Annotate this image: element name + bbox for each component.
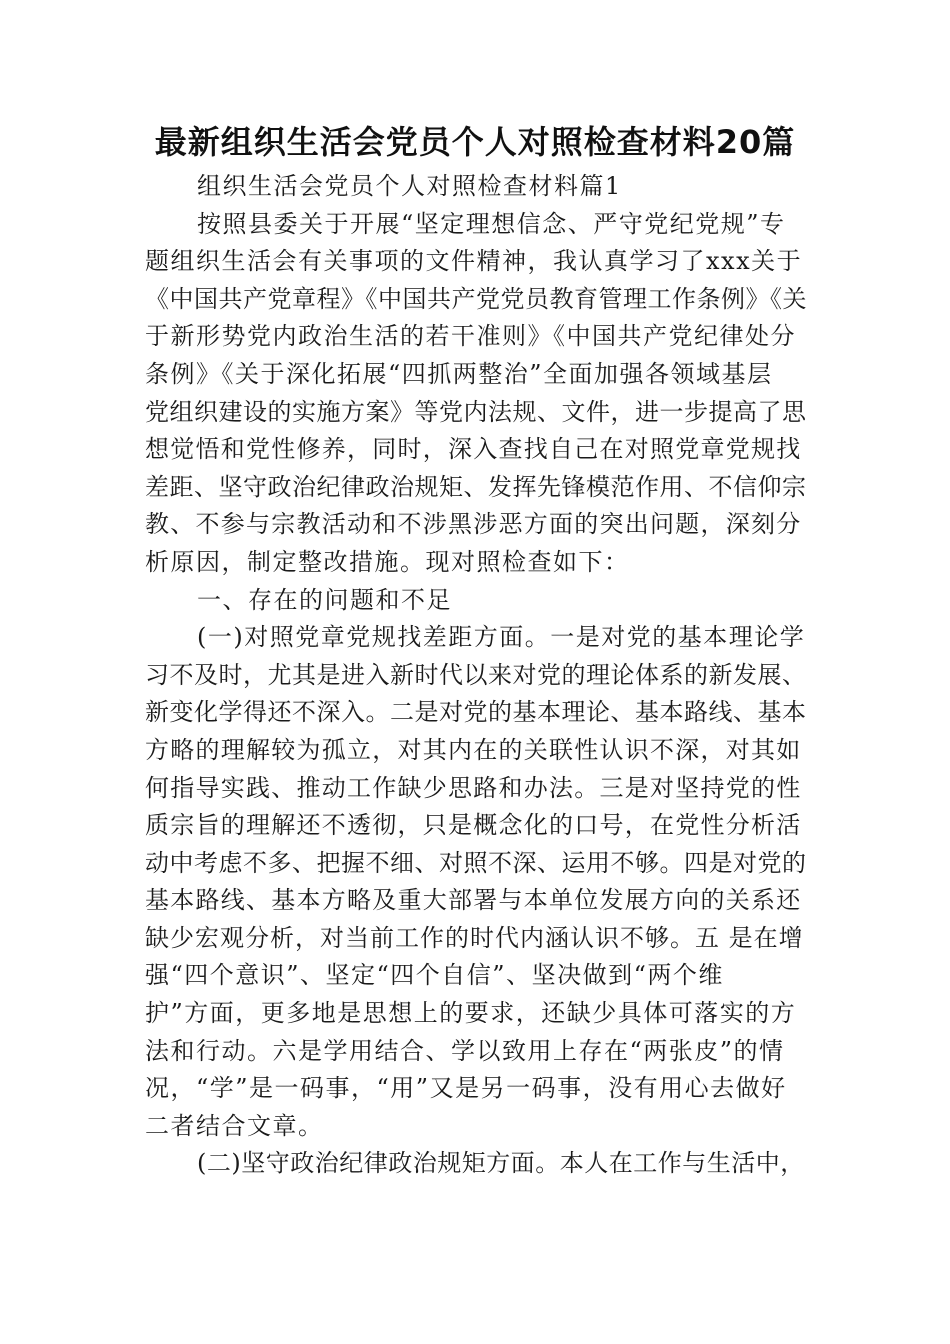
paragraph-line: 何指导实践、推动工作缺少思路和办法。三是对坚持党的性 bbox=[145, 773, 802, 802]
paragraph-line: 强“四个意识”、坚定“四个自信”、坚决做到“两个维 bbox=[145, 961, 724, 990]
paragraph-line: (二)坚守政治纪律政治规矩方面。本人在工作与生活中， bbox=[197, 1149, 805, 1178]
paragraph-line: 动中考虑不多、把握不细、对照不深、运用不够。四是对党的 bbox=[145, 848, 807, 877]
paragraph-line: 党组织建设的实施方案》等党内法规、文件，进一步提高了思 bbox=[145, 397, 807, 426]
paragraph-line: 题组织生活会有关事项的文件精神，我认真学习了xxx关于 bbox=[145, 247, 803, 276]
paragraph-line: 法和行动。六是学用结合、学以致用上存在“两张皮”的情 bbox=[145, 1036, 785, 1065]
document-title: 最新组织生活会党员个人对照检查材料20篇 bbox=[154, 123, 796, 161]
paragraph-line: 《中国共产党章程》《中国共产党党员教育管理工作条例》《关 bbox=[145, 284, 807, 313]
paragraph-line: 缺少宏观分析，对当前工作的时代内涵认识不够。五 是在增 bbox=[145, 923, 804, 952]
paragraph-line: 新变化学得还不深入。二是对党的基本理论、基本路线、基本 bbox=[145, 698, 807, 727]
paragraph-line: 况，“学”是一码事，“用”又是另一码事，没有用心去做好 bbox=[145, 1074, 787, 1103]
paragraph-line: 二者结合文章。 bbox=[145, 1111, 324, 1140]
section-heading: 一、存在的问题和不足 bbox=[197, 585, 452, 614]
paragraph-line: 差距、坚守政治纪律政治规矩、发挥先锋模范作用、不信仰宗 bbox=[145, 472, 807, 501]
paragraph-line: 于新形势党内政治生活的若干准则》《中国共产党纪律处分 bbox=[145, 322, 796, 351]
paragraph-line: 方略的理解较为孤立，对其内在的关联性认识不深，对其如 bbox=[145, 735, 802, 764]
paragraph-line: 条例》《关于深化拓展“四抓两整治”全面加强各领域基层 bbox=[145, 359, 773, 388]
paragraph-line: (一)对照党章党规找差距方面。一是对党的基本理论学 bbox=[197, 623, 806, 652]
paragraph-line: 想觉悟和党性修养，同时，深入查找自己在对照党章党规找 bbox=[145, 435, 802, 464]
paragraph-line: 按照县委关于开展“坚定理想信念、严守党纪党规”专 bbox=[197, 209, 786, 238]
paragraph-line: 习不及时，尤其是进入新时代以来对党的理论体系的新发展、 bbox=[145, 660, 807, 689]
paragraph-line: 教、不参与宗教活动和不涉黑涉恶方面的突出问题，深刻分 bbox=[145, 510, 802, 539]
paragraph-line: 基本路线、基本方略及重大部署与本单位发展方向的关系还 bbox=[145, 886, 802, 915]
section-heading: 组织生活会党员个人对照检查材料篇1 bbox=[197, 172, 622, 200]
document-body bbox=[145, 168, 805, 1183]
paragraph-line: 质宗旨的理解还不透彻，只是概念化的口号，在党性分析活 bbox=[145, 811, 802, 840]
paragraph-line: 析原因，制定整改措施。现对照检查如下： bbox=[145, 547, 630, 576]
paragraph-line: 护”方面，更多地是思想上的要求，还缺少具体可落实的方 bbox=[145, 999, 797, 1028]
